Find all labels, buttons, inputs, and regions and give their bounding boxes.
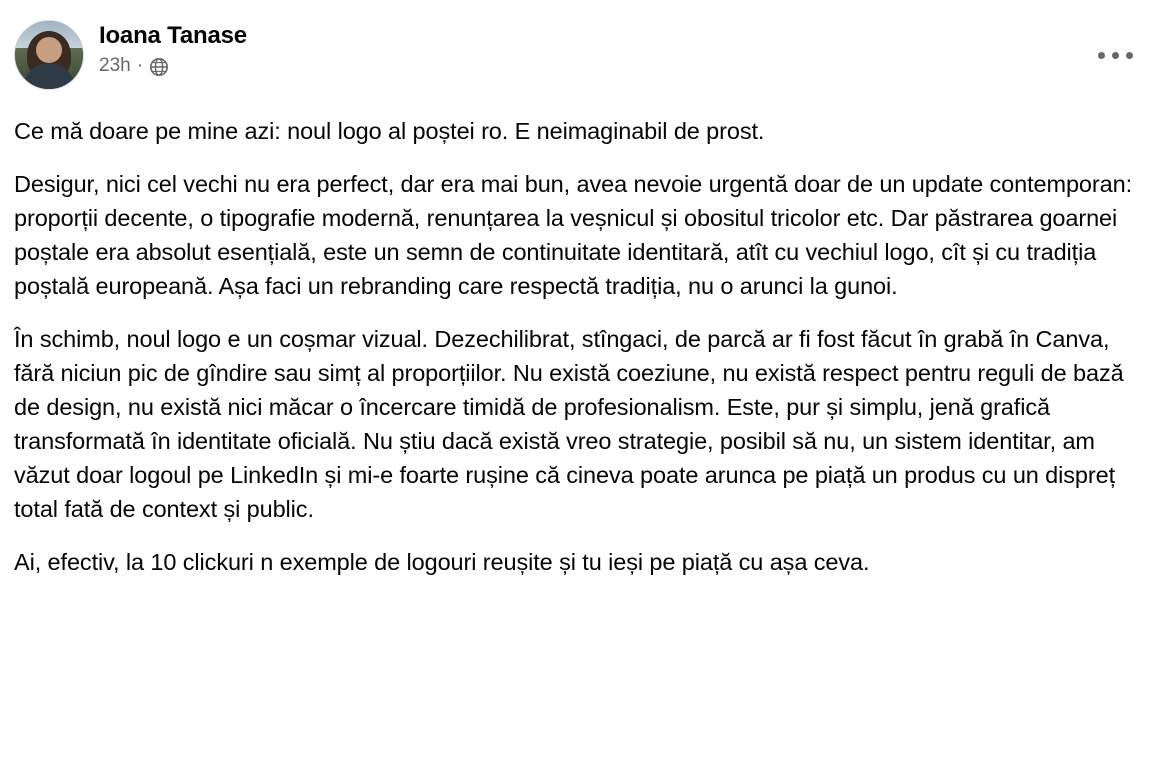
author-name[interactable]: Ioana Tanase (99, 22, 247, 49)
post-meta (99, 55, 247, 77)
post-paragraph: Desigur, nici cel vechi nu era perfect, dar era mai bun, avea nevoie urgentă doar de un update contemporan: proporții decente, o tipografie modernă, renunțarea la veșnicul și obositul tricolor etc. Dar păstrarea goarnei poștale era absolut esențială, este un semn de continuitate identitară, atît cu vechiul logo, cît și cu tradiția poștală europeană. Așa faci un rebranding care respectă tradiția, nu o arunci la gunoi. (14, 171, 1133, 299)
avatar[interactable] (14, 20, 84, 90)
meta-separator: · (136, 55, 144, 76)
post-header-text (99, 16, 247, 77)
ellipsis-icon (1098, 52, 1133, 59)
post-body (14, 114, 1144, 579)
post-paragraph: În schimb, noul logo e un coșmar vizual. Dezechilibrat, stîngaci, de parcă ar fi fost făcut în grabă în Canva, fără niciun pic de gîndire sau simț al proporțiilor. Nu există coeziune, nu există respect pentru reguli de bază de design, nu există nici măcar o încercare timidă de profesionalism. Este, pur și simplu, jenă grafică transformată în identitate oficială. Nu știu dacă există vreo strategie, posibil să nu, un sistem identitar, am văzut doar logoul pe LinkedIn și mi-e foarte rușine că cineva poate arunca pe piață un produs cu un dispreț total fată de context și public. (14, 326, 1124, 522)
post-header (14, 16, 1144, 102)
globe-icon[interactable] (149, 57, 169, 77)
post-paragraph: Ce mă doare pe mine azi: noul logo al poștei ro. E neimaginabil de prost. (14, 118, 765, 144)
post-timestamp[interactable]: 23h (99, 55, 131, 76)
post-paragraph: Ai, efectiv, la 10 clickuri n exemple de logouri reușite și tu ieși pe piață cu așa ceva. (14, 549, 870, 575)
post-options-button[interactable] (1092, 38, 1138, 72)
avatar-face (36, 37, 62, 63)
